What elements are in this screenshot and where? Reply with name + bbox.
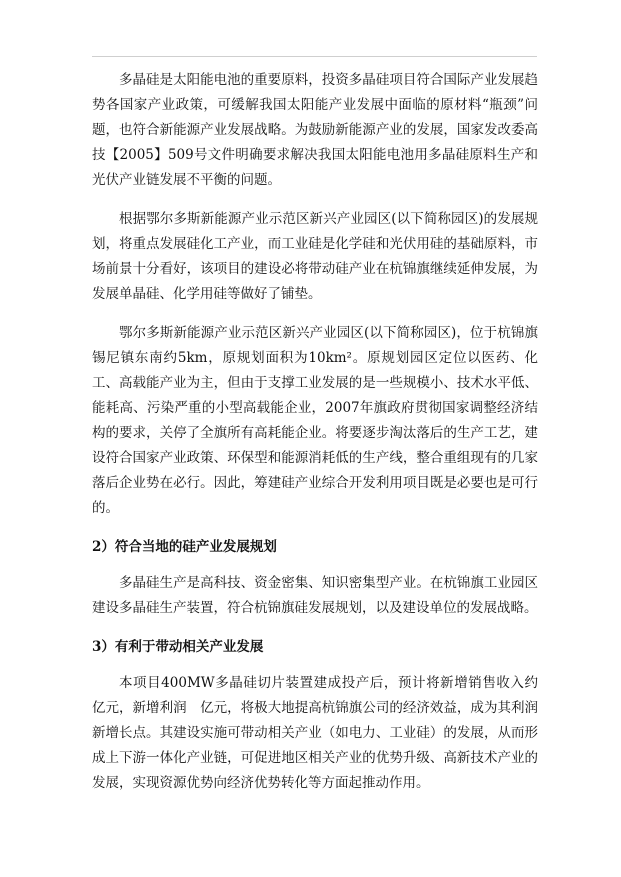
paragraph-park-development-plan: 根据鄂尔多斯新能源产业示范区新兴产业园区(以下简称园区)的发展规划，将重点发展硅化工产业，而工业硅是化学硅和光伏用硅的基础原料，市场前景十分看好，该项目的建设必将带动硅产业在杭锦旗继续延伸发展，为发展单晶硅、化学用硅等做好了铺垫。 <box>92 211 538 302</box>
paragraph-local-plan: 多晶硅生产是高科技、资金密集、知识密集型产业。在杭锦旗工业园区建设多晶硅生产装置，符合杭锦旗硅发展规划，以及建设单位的发展战略。 <box>92 575 538 616</box>
paragraph-related-industries: 本项目400MW多晶硅切片装置建成投产后，预计将新增销售收入约 亿元，新增利润 亿元，将极大地提高杭锦旗公司的经济效益，成为其利润新增长点。其建设实施可带动相关产业（如电力、工业硅）的发展，从而形成上下游一体化产业链，可促进地区相关产业的优势升级、高新技术产业的发展，实现资源优势向经济优势转化等方面起推动作用。 <box>92 675 552 791</box>
paragraph-polysilicon-importance: 多晶硅是太阳能电池的重要原料，投资多晶硅项目符合国际产业发展趋势各国家产业政策，可缓解我国太阳能产业发展中面临的原材料“瓶颈”问题，也符合新能源产业发展战略。为鼓励新能源产业的发展，国家发改委高技【2005】509号文件明确要求解决我国太阳能电池用多晶硅原料生产和光伏产业链发展不平衡的问题。 <box>92 72 538 188</box>
section-heading-related-industries: 3）有利于带动相关产业发展 <box>92 639 264 655</box>
paragraph-park-location: 鄂尔多斯新能源产业示范区新兴产业园区(以下简称园区)，位于杭锦旗锡尼镇东南约5km，原规划面积为10km²。原规划园区定位以医药、化工、高载能产业为主，但由于支撑工业发展的是一些规模小、技术水平低、能耗高、污染严重的小型高载能企业，2007年旗政府贯彻国家调整经济结构的要求，关停了全旗所有高耗能企业。将要逐步淘汰落后的生产工艺，建设符合国家产业政策、环保型和能源消耗低的生产线，整合重组现有的几家落后企业势在必行。因此，筹建硅产业综合开发利用项目既是必要也是可行的。 <box>92 325 538 516</box>
header-rule <box>92 56 537 57</box>
section-heading-local-plan: 2）符合当地的硅产业发展规划 <box>92 539 277 555</box>
document-body <box>92 68 552 810</box>
